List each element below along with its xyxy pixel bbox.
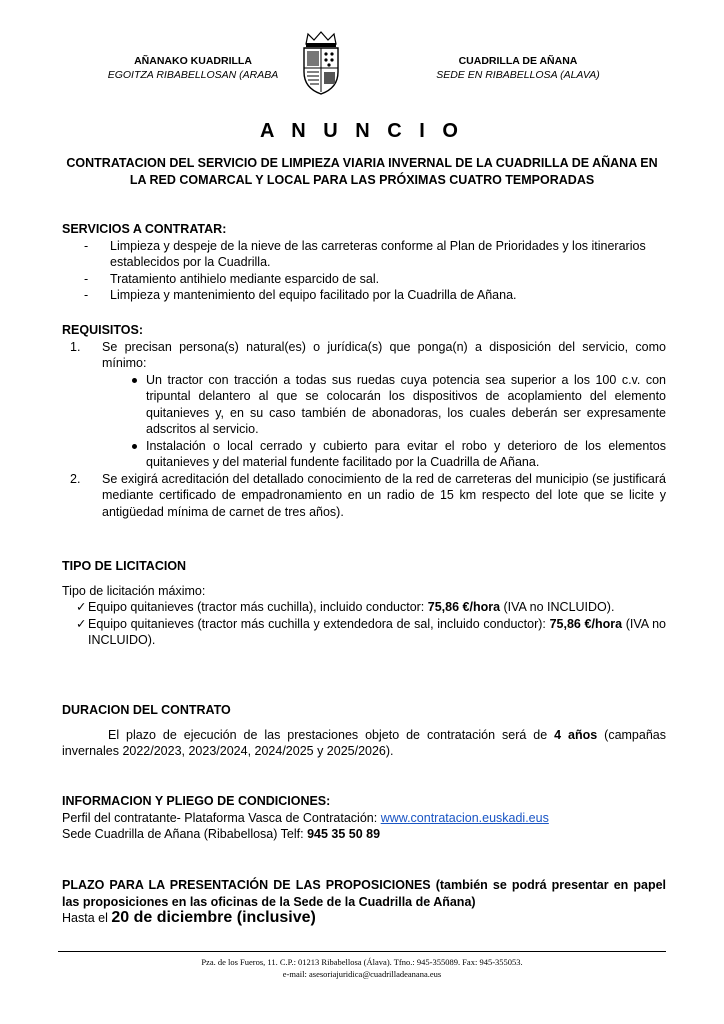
phone-number: 945 35 50 89: [307, 827, 381, 841]
footer-address: Pza. de los Fueros, 11. C.P.: 01213 Ribabellosa (Álava). Tfno.: 945-355089. Fax: 945-355053.: [201, 957, 523, 967]
coat-of-arms-icon: [296, 30, 346, 96]
page-subtitle: CONTRATACION DEL SERVICIO DE LIMPIEZA VIARIA INVERNAL DE LA CUADRILLA DE AÑANA EN LA RED COMARCAL Y LOCAL PARA LAS PRÓXIMAS CUATRO TEMPORADAS: [66, 156, 658, 187]
list-item: ✓ Equipo quitanieves (tractor más cuchilla y extendedora de sal, incluido conductor): 75,86 €/hora (IVA no INCLUIDO).: [76, 616, 667, 647]
licitacion-intro: Tipo de licitación máximo:: [62, 583, 206, 598]
header-left: [88, 54, 298, 82]
informacion-line2: Sede Cuadrilla de Añana (Ribabellosa) Telf: 945 35 50 89: [62, 827, 381, 841]
list-item: Instalación o local cerrado y cubierto para evitar el robo y deterioro de los elementos quitanieves y del material fundente facilitado por la Cuadrilla de Añana.: [88, 438, 666, 471]
servicios-heading: SERVICIOS A CONTRATAR:: [62, 222, 227, 236]
requisitos-list: [62, 339, 666, 521]
price: 75,86 €/hora: [549, 616, 623, 631]
footer: [0, 956, 724, 980]
header-right-title: CUADRILLA DE AÑANA: [458, 55, 578, 67]
bullet-icon: [132, 444, 137, 449]
list-item: 1. Se precisan persona(s) natural(es) o jurídica(s) que ponga(n) a disposición del servicio, como mínimo: Un tractor con tracción a todas sus ruedas cuya potencia sea superior a los 100 c.v. con tripuntal delantero al que se colocarán los dispositivos de acoplamiento del elemento quitanieves y, en su caso también de abonadoras, los cuales deberán ser expresamente adscritos al servicio. Instalación o local cerrado y cubierto para evitar el robo y deterioro de los elementos quitanieves y del material fundente facilitado por la Cuadrilla de Añana.: [70, 339, 666, 469]
checkmark-icon: ✓: [76, 600, 87, 614]
item-number: 2.: [70, 471, 81, 486]
item-number: 1.: [70, 339, 81, 354]
header-right: [418, 54, 618, 82]
header-left-title: AÑANAKO KUADRILLA: [134, 55, 252, 67]
checkmark-icon: ✓: [76, 616, 87, 631]
servicios-list: [62, 238, 666, 304]
duracion-heading: DURACION DEL CONTRATO: [62, 703, 231, 717]
footer-email: e-mail: asesoriajuridica@cuadrilladeanana.eus: [282, 969, 442, 979]
list-item: - Limpieza y mantenimiento del equipo facilitado por la Cuadrilla de Añana.: [84, 287, 666, 304]
list-item: ✓ Equipo quitanieves (tractor más cuchilla), incluido conductor: 75,86 €/hora (IVA no INCLUIDO).: [76, 600, 615, 614]
section-servicios: [62, 221, 666, 304]
price: 75,86 €/hora: [427, 600, 501, 614]
header-right-subtitle: SEDE EN RIBABELLOSA (ALAVA): [436, 69, 600, 81]
list-item: - Limpieza y despeje de la nieve de las carreteras conforme al Plan de Prioridades y los itinerarios establecidos por la Cuadrilla.: [84, 238, 666, 271]
duracion-text: El plazo de ejecución de las prestaciones objeto de contratación será de 4 años (campañas invernales 2022/2023, 2023/2024, 2024/2025 y 2025/2026).: [62, 727, 666, 758]
plazo-heading: PLAZO PARA LA PRESENTACIÓN DE LAS PROPOSICIONES: [62, 878, 431, 892]
bullet-icon: [132, 378, 137, 383]
section-licitacion: [62, 558, 666, 649]
plazo-deadline: Hasta el 20 de diciembre (inclusive): [62, 909, 316, 926]
page-title: A N U N C I O: [260, 120, 464, 142]
contratacion-link[interactable]: www.contratacion.euskadi.eus: [380, 810, 549, 825]
section-requisitos: [62, 322, 666, 520]
licitacion-heading: TIPO DE LICITACION: [62, 559, 187, 573]
requisitos-bullets: [88, 372, 666, 471]
section-informacion: [62, 793, 666, 843]
deadline-date: 20 de diciembre (inclusive): [111, 909, 316, 926]
licitacion-list: [62, 599, 666, 649]
plazo-text: PLAZO PARA LA PRESENTACIÓN DE LAS PROPOSICIONES (también se podrá presentar en papel las proposiciones en las oficinas de la Sede de la Cuadrilla de Añana): [62, 878, 666, 909]
requisitos-heading: REQUISITOS:: [62, 323, 144, 337]
list-item: - Tratamiento antihielo mediante esparcido de sal.: [84, 271, 666, 288]
list-item: Un tractor con tracción a todas sus ruedas cuya potencia sea superior a los 100 c.v. con tripuntal delantero al que se colocarán los dispositivos de acoplamiento del elemento quitanieves y, en su caso también de abonadoras, los cuales deberán ser expresamente adscritos al servicio.: [88, 372, 666, 438]
header-left-subtitle: EGOITZA RIBABELLOSAN (ARABA: [107, 69, 279, 81]
informacion-line1: Perfil del contratante- Plataforma Vasca de Contratación: www.contratacion.euskadi.eus: [62, 810, 549, 825]
list-item: 2. Se exigirá acreditación del detallado conocimiento de la red de carreteras del municipio (se justificará mediante certificado de empadronamiento en un radio de 15 km respecto del lote que se licite y antigüedad mínima de carnet de tres años).: [70, 471, 666, 519]
informacion-heading: INFORMACION Y PLIEGO DE CONDICIONES:: [62, 794, 331, 808]
section-duracion: [62, 702, 666, 760]
footer-divider: [58, 951, 666, 952]
section-plazo: [62, 877, 666, 927]
